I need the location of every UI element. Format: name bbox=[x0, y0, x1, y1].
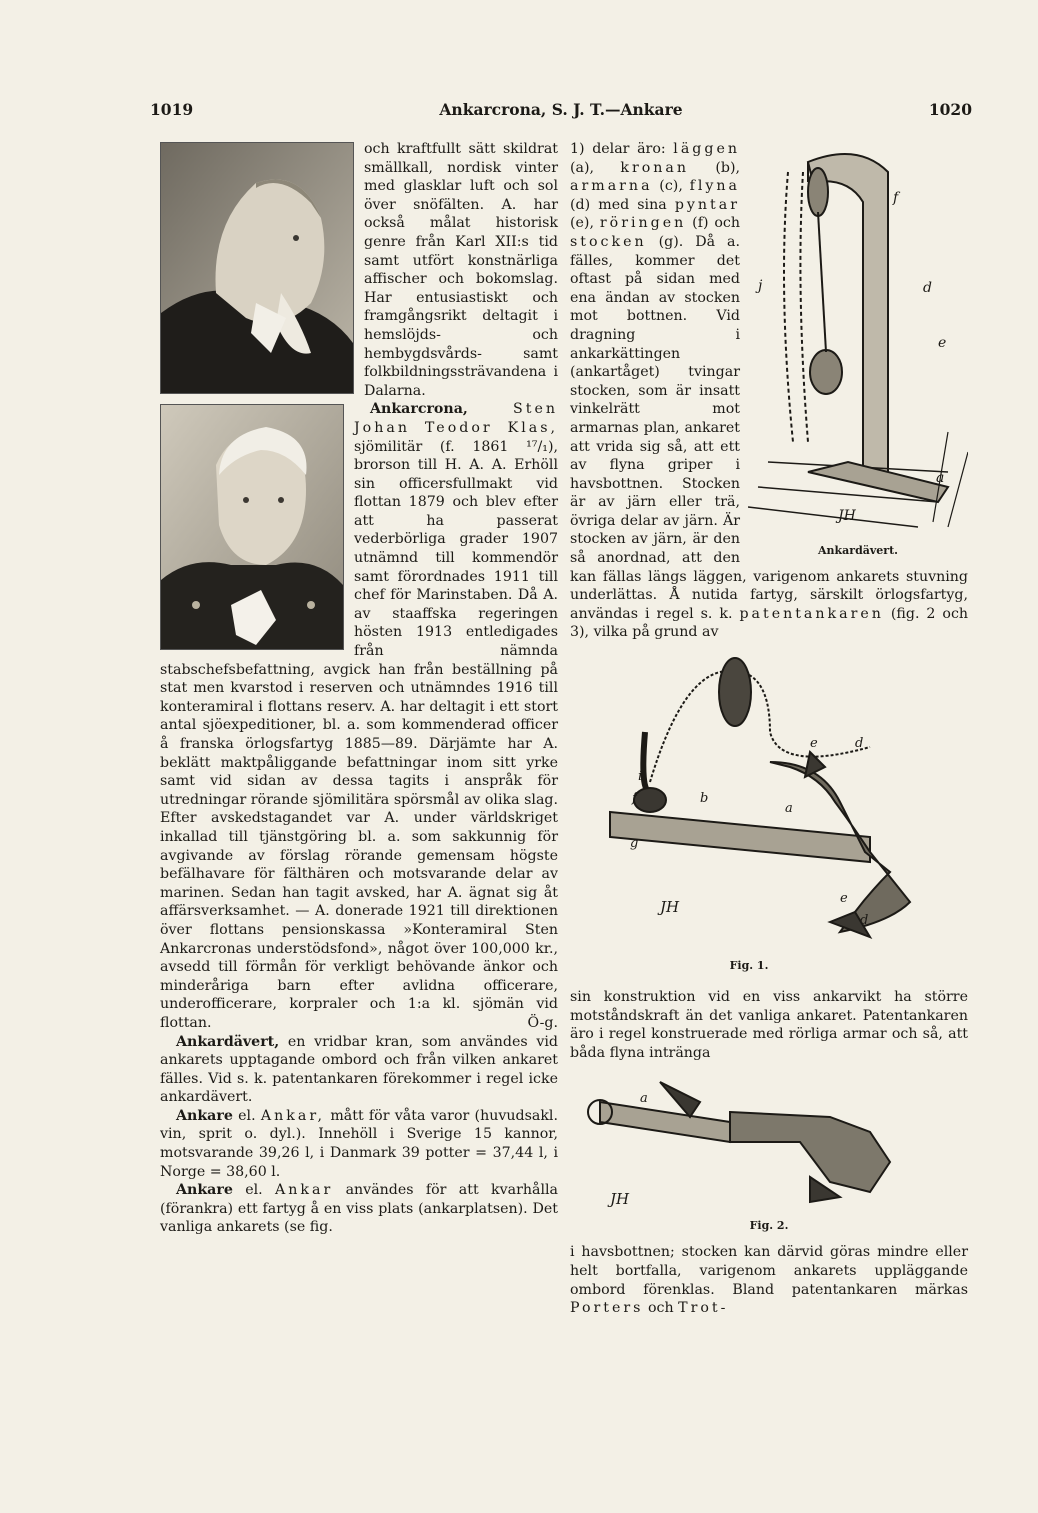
fig1-label-a: a bbox=[785, 801, 793, 817]
page-header bbox=[150, 100, 972, 124]
term-flyna: flyna bbox=[689, 178, 740, 195]
figure-2-drawing bbox=[570, 1072, 968, 1217]
entry-ankare-measure bbox=[160, 1107, 558, 1181]
term-armarna: armarna bbox=[570, 178, 653, 195]
davit-label-j: j bbox=[758, 278, 763, 294]
label-a-ref: (a), bbox=[570, 159, 595, 176]
fig1-label-e: e bbox=[810, 736, 818, 752]
figure-2-anchor bbox=[570, 1072, 968, 1237]
left-column bbox=[160, 140, 558, 1237]
entry-body-ankardavert: en vridbar kran, som användes vid ankarets upptagande ombord och från vilken ankaret fälles. Vid s. k. patentankaren förekommer i regel icke ankardävert. bbox=[160, 1033, 558, 1106]
text-anchor-parts-1: 1) delar äro: bbox=[570, 141, 666, 157]
text-med-sina: (d) med sina bbox=[570, 196, 667, 213]
entry-word-ankar-2: Ankar bbox=[275, 1182, 334, 1199]
text-fig-ref: (fig. 2 och 3), vilka på grund av bbox=[570, 605, 969, 641]
entry-head-ankare-2: Ankare bbox=[176, 1182, 233, 1199]
entry-ankare-anchor bbox=[160, 1181, 558, 1237]
text-och: och bbox=[647, 1300, 674, 1317]
entry-word-ankar-1: Ankar, bbox=[260, 1107, 326, 1124]
entry-ankardavert bbox=[160, 1033, 558, 1107]
text-patent-list: i havsbottnen; stocken kan därvid göras mindre eller helt bortfalla, varigenom ankarets uppläggande ombord förenklas. Bland patentankaren märkas bbox=[570, 1244, 968, 1298]
portrait-painter bbox=[160, 142, 354, 394]
label-c-ref: (c), bbox=[659, 178, 683, 195]
term-kronan: kronan bbox=[620, 159, 690, 176]
entry-head-ankardavert: Ankardävert, bbox=[176, 1033, 280, 1050]
caption-ankardavert: Ankardävert. bbox=[818, 544, 898, 557]
caption-fig-2: Fig. 2. bbox=[749, 1219, 789, 1233]
portrait-admiral bbox=[160, 404, 344, 650]
label-b-ref: (b), bbox=[715, 159, 740, 176]
label-f-ref: (f) och bbox=[692, 215, 740, 232]
paragraph-patent-anchors: sin konstruktion vid en viss ankarvikt ha större motståndskraft än det vanliga ankaret. Patentankaren äro i regel konstruerade med rörliga armar och så, att båda flyna intränga bbox=[570, 989, 968, 1061]
entry-el-1: el. bbox=[238, 1107, 256, 1124]
paragraph-patent-list bbox=[570, 1243, 968, 1317]
signature-og: Ö-g. bbox=[527, 1014, 558, 1031]
fig1-label-d2: d bbox=[860, 913, 869, 929]
page-number-left: 1019 bbox=[150, 100, 194, 119]
entry-head-ankare-1: Ankare bbox=[176, 1107, 233, 1124]
term-patentankaren: patentankaren bbox=[739, 605, 884, 622]
ankardavert-drawing bbox=[748, 142, 968, 542]
term-laggen: läggen bbox=[673, 141, 740, 157]
figure-ankardavert bbox=[748, 142, 968, 562]
caption-fig-1: Fig. 1. bbox=[729, 959, 769, 973]
label-e-ref: (e), bbox=[570, 215, 594, 232]
entry-body-ankare-1: mått för våta varor (huvudsakl. vin, sprit o. dyl.). Innehöll i Sverige 15 kannor, motsvarande 39,26 l, i Danmark 39 potter = 37,44 l, i Norge = 38,60 l. bbox=[160, 1107, 558, 1180]
term-pyntar: pyntar bbox=[674, 196, 740, 213]
portrait-painter-image bbox=[161, 143, 353, 393]
figure-1-anchor bbox=[570, 652, 968, 982]
term-roringen: röringen bbox=[599, 215, 687, 232]
term-trot: Trot- bbox=[678, 1300, 729, 1317]
davit-label-e: e bbox=[938, 335, 947, 351]
fig1-label-d: d bbox=[855, 736, 864, 752]
figure-1-drawing bbox=[570, 652, 968, 957]
davit-label-f: f bbox=[893, 190, 899, 206]
fig1-label-g: g bbox=[630, 836, 639, 852]
page-number-right: 1020 bbox=[928, 100, 972, 119]
fig1-label-b: b bbox=[700, 791, 709, 807]
entry-sten-ankarcrona bbox=[160, 400, 558, 1032]
paragraph-painter: och kraftfullt sätt skildrat smällkall, nordisk vinter med glasklar luft och sol över snöfälten. A. har också målat historisk genre från Karl XII:s tid samt utfört konstnärliga affischer och bokomslag. Har entusiastiskt och framgångsrikt deltagit i hemslöjds- och hembygdsvårds- samt folkbildningssträvandena i Dalarna. bbox=[364, 141, 558, 399]
term-stocken: stocken bbox=[570, 233, 647, 250]
term-porters: Porters bbox=[570, 1300, 644, 1317]
davit-label-a: a bbox=[936, 470, 945, 486]
fig1-signature: JH bbox=[660, 898, 680, 917]
davit-label-d: d bbox=[923, 280, 932, 296]
entry-name-sten: Sten Johan Teodor Klas, bbox=[354, 401, 558, 436]
fig1-label-e2: e bbox=[840, 891, 848, 907]
fig1-label-f: f bbox=[632, 791, 637, 807]
right-column bbox=[570, 140, 968, 1318]
entry-head-sten: Ankarcrona, bbox=[370, 401, 468, 418]
entry-body-sten: sjömilitär (f. 1861 ¹⁷/₁), brorson till H. A. A. Erhöll sin officersfullmakt vid flottan 1879 och blev efter att ha passerat vederbörliga grader 1907 utnämnd till kommendör samt förordnades 1911 till chef för Marinstaben. Då A. av staaffska regeringen hösten 1913 entledigades från nämnda stabschefsbefattning, avgick han från beställning på stat men kvarstod i reserven och utnämndes 1916 till konteramiral i flottans reserv. A. har deltagit i ett stort antal sjöexpeditioner, bl. a. som kommenderad officer å franska örlogsfartyg 1885—89. Därjämte har A. beklätt maktpåliggande befattningar inom sitt yrke samt vid sidan av dessa tagits i anspråk för utredningar rörande sjömilitära spörsmål av olika slag. Efter avskedstagandet var A. under världskriget inkallad till tjänstgöring bl. a. som sakkunnig för avgivande av förslag rörande gemensam högste befälhavare för fälthären och motsvarande delar av marinen. Sedan han tagit avsked, har A. ägnat sig åt affärsverksamhet. — A. donerade 1921 till direktionen över flottans pensionskassa »Konteramiral Sten Ankarcronas understödsfond», något över 100,000 kr., avsedd till förmån för verkligt behövande änkor och minderåriga barn efter avlidna officerare, underofficerare, korpraler och 1:a kl. sjömän vid flottan. bbox=[160, 438, 558, 1031]
davit-signature: JH bbox=[838, 508, 856, 524]
portrait-admiral-image bbox=[161, 405, 343, 649]
fig1-label-i: i bbox=[638, 769, 643, 785]
entry-body-ankare-2: användes för att kvarhålla (förankra) ett fartyg å en viss plats (ankarplatsen). Det vanliga ankarets (se fig. bbox=[160, 1182, 558, 1236]
fig2-label-a: a bbox=[640, 1091, 648, 1107]
text-anchor-description: (g). Då a. fälles, kommer det oftast på sidan med ena ändan av stocken mot bottnen. Vid dragning i ankarkättingen (ankartåget) tvingar stocken, som är insatt vinkelrätt mot armarnas plan, ankaret att vrida sig så, att ett av flyna griper i havsbottnen. Stocken är av järn eller trä, övriga delar av järn. Är stocken av järn, är den så anordnad, att den kan fällas längs läggen, varigenom ankarets stuvning underlättas. Å nutida fartyg, särskilt örlogsfartyg, användas i regel s. k. bbox=[570, 233, 968, 622]
entry-el-2: el. bbox=[245, 1182, 263, 1199]
fig2-signature: JH bbox=[610, 1190, 630, 1209]
running-title: Ankarcrona, S. J. T.—Ankare bbox=[439, 100, 683, 119]
